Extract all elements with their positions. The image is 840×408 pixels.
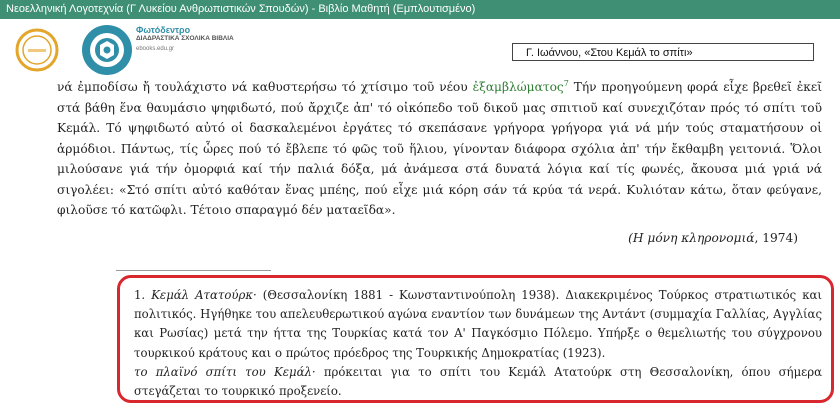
footnote-term-2: το πλαϊνό σπίτι του Κεμάλ· <box>134 364 316 379</box>
main-text-start: νά ἐμποδίσω ἤ τουλάχιστο νά καθυστερήσω τό χτίσιμο τοῦ νέου <box>57 80 473 94</box>
photodentro-subtitle: ΔΙΑΔΡΑΣΤΙΚΑ ΣΧΟΛΙΚΑ ΒΙΒΛΙΑ <box>136 35 234 42</box>
footnote-divider <box>116 270 271 271</box>
photodentro-logo-text <box>136 26 234 53</box>
main-text-rest: Τήν προηγούμενη φορά εἶχε βρεθεῖ ἐκεῖ στά βάθη ἕνα θαυμάσιο ψηφιδωτό, πού ἄρχιζε ἀπ' τό οἰκόπεδο τοῦ δικοῦ μας σπιτιοῦ καί συνεχιζόταν πρός τό σπίτι τοῦ Κεμάλ. Τό ψηφιδωτό αὐτό οἱ δασκαλεμένοι ἐργάτες τό σκεπάσανε γρήγορα γρήγορα γιά νά μήν τούς σταματήσουν οἱ ἁρμόδιοι. Πάντως, τίς ὧρες πού τό ἔβλεπε τό φῶς τοῦ ἥλιου, γίνονταν διάφορα σχόλια ἀπ' τήν ἔκθαμβη γειτονιά. Ὅλοι μιλούσανε γιά τήν ὀμορφιά καί τήν παλιά δόξα, μά ἀνάμεσα στά δυνατά λόγια καί τίς φωνές, ἄκουσα μιά γριά νά σιγολέει: «Στό σπίτι αὐτό καθόταν ἕνας μπέης, πού εἶχε μιά κόρη σάν τά κρύα τά νερά. Κυλιόταν κάτω, ὅταν φεύγανε, φιλοῦσε τό κατῶφλι. Τέτοιο σπαραγμό δέν ματαεῖδα». <box>57 80 822 217</box>
chapter-title: Γ. Ιωάννου, «Στου Κεμάλ το σπίτι» <box>512 43 814 61</box>
footnote-text-1: (Θεσσαλονίκη 1881 - Κωνσταντινούπολη 1938). Διακεκριμένος Τούρκος στρατιωτικός και πολιτικός. Ηγήθηκε του απελευθερωτικού αγώνα εναντίον των δυνάμεων της Αντάντ (συμμαχία Γαλλίας, Αγγλίας και Ρωσίας) μετά την ήττα της Τουρκίας κατά τον Α' Παγκόσμιο Πόλεμο. Υπήρξε ο θεμελιωτής του σύγχρονου τουρκικού κράτους και ο πρώτος πρόεδρος της Τουρκικής Δημοκρατίας (1923). <box>134 288 822 360</box>
source-year: , 1974) <box>754 231 798 245</box>
source-citation <box>628 231 798 245</box>
footnote-entry-2 <box>134 363 822 401</box>
footnote-number: 1. <box>134 288 146 302</box>
footnote-block <box>134 286 822 401</box>
source-title: (Η μόνη κληρονομιά <box>628 231 755 245</box>
photodentro-url: ebooks.edu.gr <box>136 46 175 52</box>
footnote-text-2: πρόκειται για το σπίτι του Κεμάλ Ατατούρκ στη Θεσσαλονίκη, όπου σήμερα στεγάζεται το τουρκικό προξενείο. <box>134 364 822 399</box>
book-title: Νεοελληνική Λογοτεχνία (Γ Λυκείου Ανθρωπιστικών Σπουδών) - Βιβλίο Μαθητή (Εμπλουτισμένο) <box>6 3 476 15</box>
footnote-ref[interactable]: 7 <box>563 78 569 88</box>
footnote-term-1: Κεμάλ Ατατούρκ· <box>151 288 257 302</box>
main-text <box>57 77 822 221</box>
header <box>0 19 840 81</box>
photodentro-logo-icon[interactable] <box>80 23 134 77</box>
photodentro-name: Φωτόδεντρο <box>136 25 191 35</box>
ministry-logo-icon[interactable] <box>14 27 60 73</box>
app-title-bar <box>0 0 840 19</box>
footnote-term-link[interactable]: ἐξαμβλώματος <box>472 80 564 94</box>
